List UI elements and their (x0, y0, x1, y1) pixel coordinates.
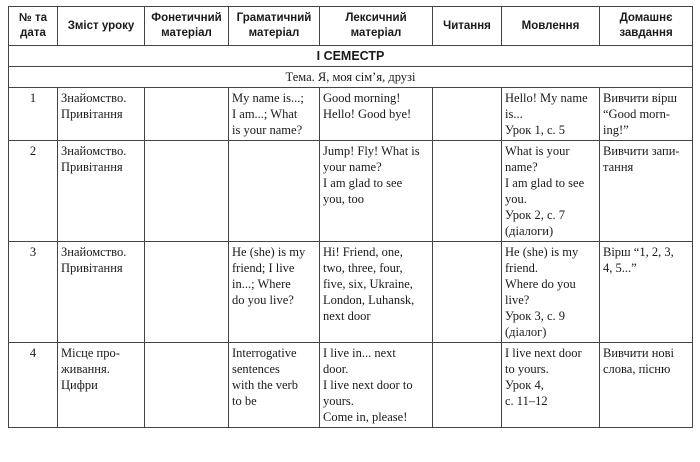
cell-text-line: Знайомство. (61, 144, 127, 158)
cell-text-line: Урок 4, (505, 378, 544, 392)
cell-grammar (229, 141, 320, 242)
cell-text-line: do you live? (232, 293, 294, 307)
cell-text-line: I live next door (505, 346, 582, 360)
cell-lexical (320, 141, 433, 242)
cell-reading (433, 242, 502, 343)
cell-text-line: What is your (505, 144, 570, 158)
cell-text-line: 4, 5...” (603, 261, 637, 275)
cell-speech (502, 88, 600, 141)
cell-text-line: Jump! Fly! What is (323, 144, 420, 158)
lesson-plan-document (8, 6, 693, 428)
cell-text-line: I live in... next (323, 346, 396, 360)
header-row (9, 7, 693, 46)
header-cell-number-date: № та дата (9, 7, 58, 46)
cell-text-line: (діалог) (505, 325, 547, 339)
cell-lexical (320, 343, 433, 428)
cell-grammar (229, 343, 320, 428)
cell-reading (433, 343, 502, 428)
cell-text-line: to be (232, 394, 257, 408)
cell-grammar (229, 242, 320, 343)
cell-lesson-content (58, 242, 145, 343)
cell-text-line: He (she) is my (505, 245, 579, 259)
cell-reading (433, 141, 502, 242)
cell-text-line: Урок 3, с. 9 (505, 309, 565, 323)
cell-text-line: friend. (505, 261, 538, 275)
header-cell-lesson-content: Зміст уроку (58, 7, 145, 46)
header-cell-reading: Читання (433, 7, 502, 46)
cell-text-line: yours. (323, 394, 354, 408)
cell-text-line: Hello! My name (505, 91, 588, 105)
cell-text-line: in...; Where (232, 277, 291, 291)
lesson-plan-table (8, 6, 693, 428)
header-cell-grammar: Граматичний матеріал (229, 7, 320, 46)
cell-text-line: live? (505, 293, 530, 307)
cell-reading (433, 88, 502, 141)
cell-speech (502, 343, 600, 428)
cell-number: 2 (9, 141, 58, 242)
header-cell-lexical: Лексичний матеріал (320, 7, 433, 46)
cell-text-line: Where do you (505, 277, 576, 291)
cell-text-line: is... (505, 107, 523, 121)
cell-text-line: you. (505, 192, 527, 206)
cell-text-line: Hello! Good bye! (323, 107, 412, 121)
cell-text-line: Вивчити вірш (603, 91, 677, 105)
cell-number: 3 (9, 242, 58, 343)
cell-speech (502, 242, 600, 343)
cell-grammar (229, 88, 320, 141)
table-row (9, 88, 693, 141)
cell-text-line: “Good morn- (603, 107, 670, 121)
cell-text-line: (діалоги) (505, 224, 554, 238)
cell-text-line: Вивчити нові (603, 346, 675, 360)
cell-text-line: Come in, please! (323, 410, 408, 424)
cell-text-line: Good morning! (323, 91, 401, 105)
cell-text-line: friend; I live (232, 261, 295, 275)
cell-text-line: I am glad to see (323, 176, 403, 190)
cell-homework (600, 343, 693, 428)
cell-homework (600, 88, 693, 141)
cell-phonetic (145, 141, 229, 242)
cell-phonetic (145, 88, 229, 141)
cell-text-line: I am glad to see (505, 176, 585, 190)
cell-text-line: door. (323, 362, 349, 376)
cell-text-line: sentences (232, 362, 280, 376)
table-row (9, 242, 693, 343)
cell-text-line: with the verb (232, 378, 298, 392)
cell-text-line: to yours. (505, 362, 549, 376)
header-cell-speech: Мовлення (502, 7, 600, 46)
cell-text-line: Місце про- (61, 346, 120, 360)
cell-text-line: next door (323, 309, 371, 323)
table-row (9, 141, 693, 242)
cell-text-line: I live next door to (323, 378, 413, 392)
cell-text-line: you, too (323, 192, 364, 206)
cell-phonetic (145, 242, 229, 343)
cell-phonetic (145, 343, 229, 428)
cell-text-line: My name is...; (232, 91, 304, 105)
cell-text-line: Цифри (61, 378, 98, 392)
cell-text-line: is your name? (232, 123, 303, 137)
cell-text-line: с. 11–12 (505, 394, 548, 408)
cell-text-line: Привітання (61, 107, 123, 121)
cell-text-line: Урок 2, с. 7 (505, 208, 565, 222)
cell-text-line: ing!” (603, 123, 629, 137)
cell-text-line: Урок 1, с. 5 (505, 123, 565, 137)
semester-row (9, 46, 693, 67)
cell-text-line: He (she) is my (232, 245, 306, 259)
cell-text-line: Вірш “1, 2, 3, (603, 245, 674, 259)
header-cell-phonetic: Фонетичний матеріал (145, 7, 229, 46)
cell-text-line: Вивчити запи- (603, 144, 680, 158)
cell-text-line: name? (505, 160, 538, 174)
cell-text-line: Привітання (61, 261, 123, 275)
cell-text-line: two, three, four, (323, 261, 403, 275)
theme-title: Тема. Я, моя сім’я, друзі (9, 67, 693, 88)
table-row (9, 343, 693, 428)
cell-homework (600, 242, 693, 343)
cell-text-line: Hi! Friend, one, (323, 245, 403, 259)
cell-lexical (320, 242, 433, 343)
cell-text-line: five, six, Ukraine, (323, 277, 413, 291)
cell-homework (600, 141, 693, 242)
cell-lexical (320, 88, 433, 141)
cell-speech (502, 141, 600, 242)
cell-text-line: Interrogative (232, 346, 297, 360)
cell-lesson-content (58, 343, 145, 428)
cell-text-line: тання (603, 160, 634, 174)
cell-text-line: живання. (61, 362, 110, 376)
cell-lesson-content (58, 141, 145, 242)
semester-title: І СЕМЕСТР (9, 46, 693, 67)
cell-number: 1 (9, 88, 58, 141)
header-cell-homework: Домашнє завдання (600, 7, 693, 46)
cell-text-line: слова, пісню (603, 362, 671, 376)
cell-text-line: Привітання (61, 160, 123, 174)
cell-number: 4 (9, 343, 58, 428)
cell-text-line: I am...; What (232, 107, 298, 121)
cell-text-line: Знайомство. (61, 245, 127, 259)
cell-text-line: your name? (323, 160, 382, 174)
cell-lesson-content (58, 88, 145, 141)
theme-row (9, 67, 693, 88)
cell-text-line: Знайомство. (61, 91, 127, 105)
cell-text-line: London, Luhansk, (323, 293, 415, 307)
